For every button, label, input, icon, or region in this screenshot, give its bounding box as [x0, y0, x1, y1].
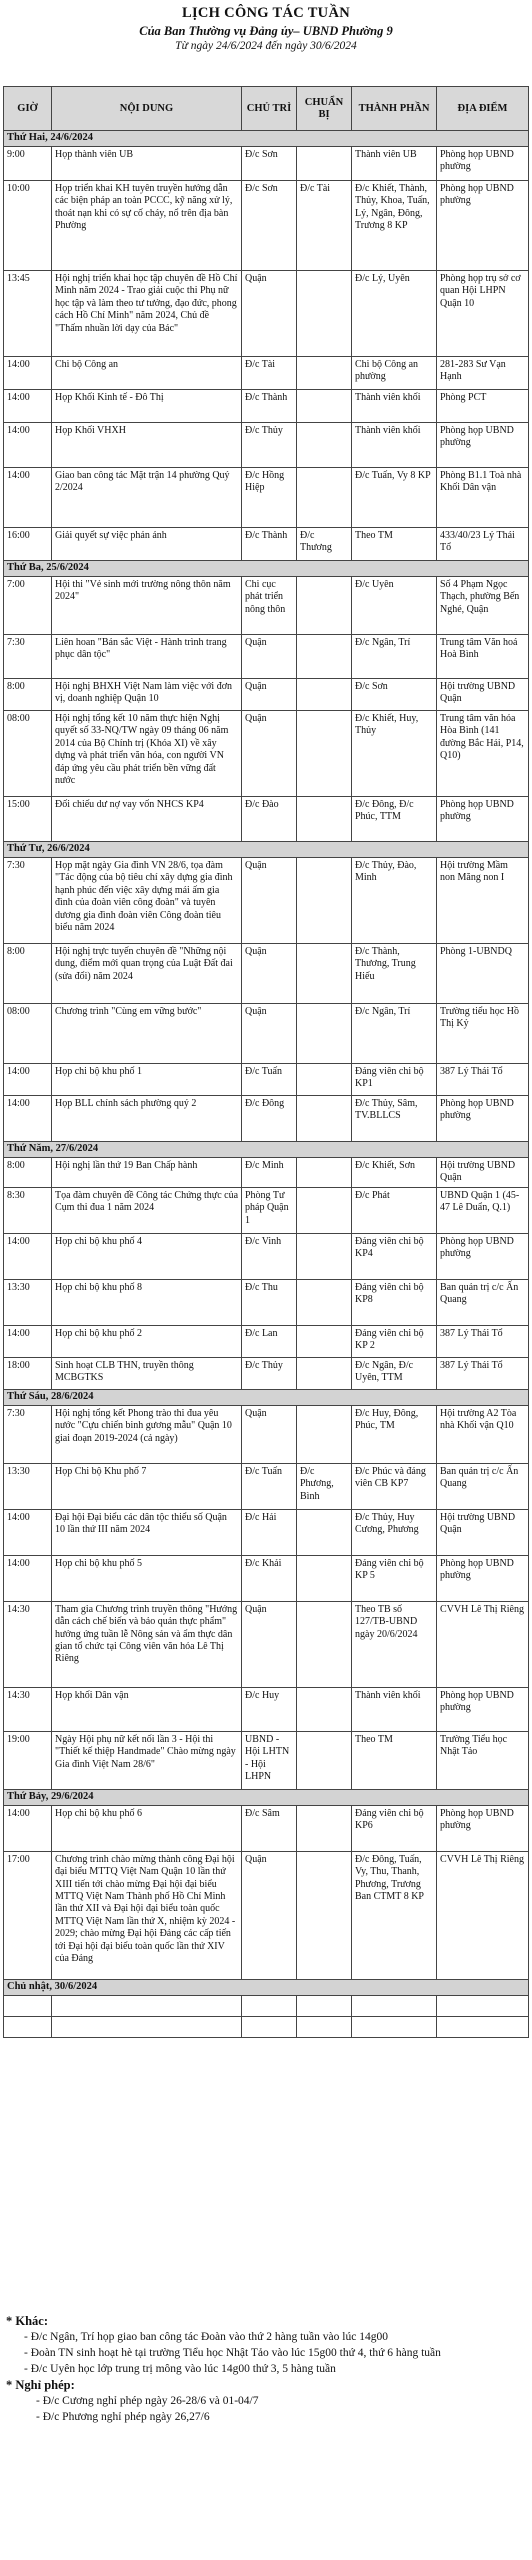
cell-time: 7:30 [4, 858, 52, 944]
cell-place: 387 Lý Thái Tổ [437, 1357, 529, 1389]
empty-cell [242, 2016, 297, 2037]
cell-members: Đảng viên chi bộ KP4 [352, 1233, 437, 1279]
cell-place: Phòng họp UBND phường [437, 1805, 529, 1851]
cell-time: 14:00 [4, 1096, 52, 1142]
cell-content: Đối chiếu dư nợ vay vốn NHCS KP4 [52, 797, 242, 842]
schedule-row [4, 858, 529, 944]
cell-place: Phòng họp trụ sở cơ quan Hội LHPN Quận 10 [437, 271, 529, 357]
cell-members: Thành viên khối [352, 423, 437, 468]
cell-prep [297, 271, 352, 357]
cell-chair: Quận [242, 1004, 297, 1064]
cell-place: Phòng họp UBND phường [437, 423, 529, 468]
cell-prep: Đ/c Tài [297, 181, 352, 271]
cell-prep [297, 357, 352, 390]
cell-content: Tọa đàm chuyên đề Công tác Chứng thực của Cụm thi đua 1 năm 2024 [52, 1187, 242, 1233]
cell-members: Đ/c Thủy, Đào, Minh [352, 858, 437, 944]
cell-chair: Đ/c Huy [242, 1687, 297, 1731]
cell-chair: Đ/c Hồng Hiệp [242, 468, 297, 528]
schedule-row [4, 1601, 529, 1687]
cell-content: Chương trình chào mừng thành công Đại hội đại biểu MTTQ Việt Nam Quận 10 lần thứ XIII tiến tới chào mừng Đại hội đại biểu MTTQ Việt Nam Thành phố Hồ Chí Minh lần thứ XII và Đại hội đại biểu toàn quốc MTTQ Việt Nam lần thứ X, nhiệm kỳ 2024 - 2029; chào mừng Đại hội Đảng các cấp tiến tới Đại hội đại biểu toàn quốc lần thứ XIV của Đảng [52, 1851, 242, 1979]
cell-chair: Đ/c Vinh [242, 1233, 297, 1279]
cell-place: Hội trường A2 Tòa nhà Khối vận Q10 [437, 1405, 529, 1463]
cell-content: Chương trình "Cùng em vững bước" [52, 1004, 242, 1064]
cell-place: Trung tâm văn hóa Hòa Bình (141 đường Bắc Hải, P14, Q10) [437, 711, 529, 797]
cell-chair: Phòng Tư pháp Quận 1 [242, 1187, 297, 1233]
notes-other-list [6, 2329, 524, 2377]
cell-place: Phòng họp UBND phường [437, 147, 529, 181]
cell-prep [297, 1325, 352, 1357]
cell-place: Phòng họp UBND phường [437, 1096, 529, 1142]
cell-place: CVVH Lê Thị Riêng [437, 1851, 529, 1979]
cell-members: Đảng viên chi bộ KP 5 [352, 1555, 437, 1601]
cell-content: Họp Khối VHXH [52, 423, 242, 468]
cell-place: UBND Quận 1 (45-47 Lê Duẩn, Q.1) [437, 1187, 529, 1233]
notes-leave-list [6, 2393, 524, 2425]
cell-members: Đ/c Tuấn, Vy 8 KP [352, 468, 437, 528]
cell-content: Hội thi "Vẻ sinh mới trường nông thôn năm 2024" [52, 577, 242, 635]
cell-time: 8:30 [4, 1187, 52, 1233]
cell-time: 8:00 [4, 944, 52, 1004]
day-row [4, 842, 529, 858]
day-label: Thứ Năm, 27/6/2024 [4, 1142, 529, 1158]
day-label: Thứ Sáu, 28/6/2024 [4, 1389, 529, 1405]
cell-place: Phòng họp UBND phường [437, 1687, 529, 1731]
schedule-row [4, 1064, 529, 1096]
cell-time: 14:00 [4, 1805, 52, 1851]
cell-prep [297, 1357, 352, 1389]
schedule-row [4, 797, 529, 842]
table-header-row [4, 87, 529, 131]
cell-members: Đ/c Ngân, Trí [352, 635, 437, 679]
cell-place: 433/40/23 Lý Thái Tổ [437, 528, 529, 561]
notes-other-title: * Khác: [6, 2314, 49, 2328]
empty-cell [352, 2016, 437, 2037]
cell-content: Họp chi bộ khu phố 5 [52, 1555, 242, 1601]
cell-content: Họp chi bộ khu phố 2 [52, 1325, 242, 1357]
schedule-row [4, 357, 529, 390]
cell-time: 9:00 [4, 147, 52, 181]
cell-time: 15:00 [4, 797, 52, 842]
cell-place: Trung tâm Văn hoá Hoà Bình [437, 635, 529, 679]
cell-members: Chi bộ Công an phường [352, 357, 437, 390]
cell-members: Theo TM [352, 1731, 437, 1789]
cell-prep [297, 423, 352, 468]
cell-content: Hội nghị triển khai học tập chuyên đề Hồ Chí Minh năm 2024 - Trao giải cuộc thi Phụ nữ học tập và làm theo tư tưởng, đạo đức, phong cách Hồ Chí Minh" năm 2024, Chủ đề "Thấm nhuần lời dạy của Bác" [52, 271, 242, 357]
cell-content: Họp chi bộ khu phố 6 [52, 1805, 242, 1851]
cell-chair: Quận [242, 1405, 297, 1463]
document-header [0, 0, 532, 86]
cell-content: Họp triển khai KH tuyên truyền hướng dẫn các biện pháp an toàn PCCC, kỹ năng xử lý, thoát nạn khi có sự cố cháy, nổ trên địa bàn Phường [52, 181, 242, 271]
cell-time: 14:30 [4, 1601, 52, 1687]
cell-content: Họp BLL chính sách phường quý 2 [52, 1096, 242, 1142]
cell-prep [297, 858, 352, 944]
cell-prep [297, 1096, 352, 1142]
cell-prep [297, 1601, 352, 1687]
cell-place: Ban quản trị c/c Ấn Quang [437, 1279, 529, 1325]
column-header-time: GIỜ [4, 87, 52, 131]
cell-content: Giao ban công tác Mặt trận 14 phường Quý 2/2024 [52, 468, 242, 528]
schedule-row [4, 1687, 529, 1731]
cell-prep [297, 1555, 352, 1601]
notes-leave-title: * Nghỉ phép: [6, 2378, 75, 2392]
cell-members: Đ/c Đông, Đ/c Phúc, TTM [352, 797, 437, 842]
cell-place: Phòng họp UBND phường [437, 181, 529, 271]
day-row [4, 1389, 529, 1405]
cell-time: 16:00 [4, 528, 52, 561]
cell-members: Thành viên khối [352, 390, 437, 423]
schedule-row [4, 1158, 529, 1188]
cell-chair: Quận [242, 711, 297, 797]
cell-members: Theo TB số 127/TB-UBND ngày 20/6/2024 [352, 1601, 437, 1687]
cell-members: Đảng viên chi bộ KP 2 [352, 1325, 437, 1357]
cell-prep [297, 711, 352, 797]
cell-chair: Quận [242, 1851, 297, 1979]
cell-prep [297, 468, 352, 528]
cell-chair: Quận [242, 679, 297, 711]
column-header-place: ĐỊA ĐIỂM [437, 87, 529, 131]
cell-content: Hội nghị lần thứ 19 Ban Chấp hành [52, 1158, 242, 1188]
cell-content: Họp mặt ngày Gia đình VN 28/6, tọa đàm "Tác động của bộ tiêu chí xây dựng gia đình hạnh phúc đến việc xây dựng mái ấm gia đình của đoàn viên công đoàn" và tuyên dương gia đình đoàn viên Công đoàn tiêu biểu năm 2024 [52, 858, 242, 944]
cell-members: Đ/c Phát [352, 1187, 437, 1233]
cell-time: 18:00 [4, 1357, 52, 1389]
cell-time: 14:00 [4, 468, 52, 528]
cell-content: Hội nghị tổng kết 10 năm thực hiện Nghị quyết số 33-NQ/TW ngày 09 tháng 06 năm 2014 của Bộ Chính trị (Khóa XI) về xây dựng và phát triển văn hóa, con người VN đáp ứng yêu cầu phát triển bền vững đất nước [52, 711, 242, 797]
cell-chair: Đ/c Thủy [242, 423, 297, 468]
cell-content: Họp chi bộ khu phố 4 [52, 1233, 242, 1279]
schedule-row [4, 181, 529, 271]
cell-content: Hội nghị BHXH Việt Nam làm việc với đơn vị, doanh nghiệp Quận 10 [52, 679, 242, 711]
schedule-row [4, 944, 529, 1004]
cell-prep [297, 797, 352, 842]
cell-place: Trường tiểu học Hồ Thị Kỷ [437, 1004, 529, 1064]
cell-prep [297, 1233, 352, 1279]
cell-content: Giải quyết sự việc phản ánh [52, 528, 242, 561]
empty-cell [297, 1995, 352, 2016]
schedule-row [4, 1463, 529, 1509]
document-subtitle: Của Ban Thường vụ Đảng ủy– UBND Phường 9 [139, 24, 393, 38]
cell-content: Hội nghị trực tuyến chuyên đề "Những nội dung, điểm mới quan trọng của Luật Đất đai (sửa đổi) năm 2024 [52, 944, 242, 1004]
cell-place: Phòng PCT [437, 390, 529, 423]
cell-time: 7:00 [4, 577, 52, 635]
schedule-row [4, 1731, 529, 1789]
cell-prep [297, 1004, 352, 1064]
cell-chair: Đ/c Sơn [242, 181, 297, 271]
empty-row [4, 2016, 529, 2037]
cell-chair: Đ/c Lan [242, 1325, 297, 1357]
cell-prep [297, 1064, 352, 1096]
schedule-table [3, 86, 529, 2038]
cell-time: 7:30 [4, 1405, 52, 1463]
cell-time: 8:00 [4, 679, 52, 711]
cell-prep [297, 147, 352, 181]
cell-prep [297, 1687, 352, 1731]
cell-place: Hội trường Mầm non Măng non I [437, 858, 529, 944]
cell-time: 13:45 [4, 271, 52, 357]
cell-content: Họp chi bộ khu phố 1 [52, 1064, 242, 1096]
cell-time: 14:00 [4, 1233, 52, 1279]
empty-cell [4, 2016, 52, 2037]
cell-time: 08:00 [4, 1004, 52, 1064]
schedule-row [4, 635, 529, 679]
cell-time: 19:00 [4, 1731, 52, 1789]
cell-time: 14:00 [4, 1555, 52, 1601]
cell-prep [297, 1405, 352, 1463]
cell-members: Đ/c Lý, Uyên [352, 271, 437, 357]
cell-place: Số 4 Phạm Ngọc Thạch, phường Bến Nghé, Quận [437, 577, 529, 635]
cell-prep [297, 1187, 352, 1233]
cell-chair: Đ/c Thành [242, 528, 297, 561]
cell-members: Đảng viên chi bộ KP1 [352, 1064, 437, 1096]
note-item: - Đ/c Uyên học lớp trung trị mông vào lúc 14g00 thứ 3, 5 hàng tuần [24, 2363, 336, 2375]
schedule-row [4, 271, 529, 357]
cell-members: Đ/c Thành, Thương, Trung Hiếu [352, 944, 437, 1004]
cell-members: Đ/c Khiết, Thành, Thủy, Khoa, Tuấn, Lý, Ngân, Đông, Trương 8 KP [352, 181, 437, 271]
cell-members: Đ/c Sơn [352, 679, 437, 711]
day-row [4, 1979, 529, 1995]
cell-members: Đ/c Ngân, Trí [352, 1004, 437, 1064]
day-row [4, 561, 529, 577]
cell-place: Hội trường UBND Quận [437, 1509, 529, 1555]
cell-content: Họp khối Dân vận [52, 1687, 242, 1731]
schedule-row [4, 468, 529, 528]
cell-time: 14:00 [4, 1509, 52, 1555]
empty-cell [437, 2016, 529, 2037]
cell-place: Phòng họp UBND phường [437, 1233, 529, 1279]
cell-chair: Đ/c Thủy [242, 1357, 297, 1389]
cell-members: Đ/c Phúc và đảng viên CB KP7 [352, 1463, 437, 1509]
empty-cell [437, 1995, 529, 2016]
day-label: Chủ nhật, 30/6/2024 [4, 1979, 529, 1995]
cell-time: 14:00 [4, 357, 52, 390]
cell-prep [297, 390, 352, 423]
schedule-row [4, 1004, 529, 1064]
empty-cell [242, 1995, 297, 2016]
empty-row [4, 1995, 529, 2016]
cell-chair: Đ/c Minh [242, 1158, 297, 1188]
cell-time: 8:00 [4, 1158, 52, 1188]
cell-chair: Quận [242, 944, 297, 1004]
cell-chair: Đ/c Tài [242, 357, 297, 390]
cell-prep [297, 1731, 352, 1789]
note-item: - Đ/c Ngân, Trí họp giao ban công tác Đoàn vào thứ 2 hàng tuần vào lúc 14g00 [24, 2331, 388, 2343]
cell-time: 7:30 [4, 635, 52, 679]
cell-chair: Quận [242, 858, 297, 944]
cell-chair: Đ/c Sâm [242, 1805, 297, 1851]
cell-place: Hội trường UBND Quận [437, 679, 529, 711]
cell-time: 14:00 [4, 1325, 52, 1357]
cell-chair: UBND - Hội LHTN - Hội LHPN [242, 1731, 297, 1789]
cell-time: 14:30 [4, 1687, 52, 1731]
schedule-row [4, 1187, 529, 1233]
cell-place: 387 Lý Thái Tổ [437, 1325, 529, 1357]
schedule-row [4, 423, 529, 468]
schedule-row [4, 390, 529, 423]
cell-chair: Đ/c Sơn [242, 147, 297, 181]
day-row [4, 1789, 529, 1805]
cell-prep [297, 1158, 352, 1188]
cell-place: Phòng 1-UBNDQ [437, 944, 529, 1004]
column-header-content: NỘI DUNG [52, 87, 242, 131]
cell-chair: Chi cục phát triển nông thôn [242, 577, 297, 635]
cell-prep [297, 679, 352, 711]
empty-cell [297, 2016, 352, 2037]
cell-time: 13:30 [4, 1279, 52, 1325]
cell-chair: Đ/c Tuấn [242, 1064, 297, 1096]
cell-place: Phòng họp UBND phường [437, 1555, 529, 1601]
cell-chair: Đ/c Đào [242, 797, 297, 842]
cell-prep: Đ/c Thương [297, 528, 352, 561]
cell-time: 17:00 [4, 1851, 52, 1979]
cell-prep [297, 1279, 352, 1325]
schedule-row [4, 528, 529, 561]
cell-prep [297, 635, 352, 679]
cell-place: Hội trường UBND Quận [437, 1158, 529, 1188]
cell-members: Đ/c Huy, Đông, Phúc, TM [352, 1405, 437, 1463]
schedule-row [4, 711, 529, 797]
cell-time: 14:00 [4, 390, 52, 423]
document-title: LỊCH CÔNG TÁC TUẦN [181, 5, 350, 21]
cell-content: Sinh hoạt CLB THN, truyền thông MCBGTKS [52, 1357, 242, 1389]
schedule-row [4, 1233, 529, 1279]
column-header-prep: CHUẨN BỊ [297, 87, 352, 131]
cell-place: 387 Lý Thái Tổ [437, 1064, 529, 1096]
schedule-row [4, 1096, 529, 1142]
schedule-row [4, 1325, 529, 1357]
cell-prep [297, 1509, 352, 1555]
schedule-row [4, 147, 529, 181]
schedule-row [4, 577, 529, 635]
day-label: Thứ Tư, 26/6/2024 [4, 842, 529, 858]
cell-content: Đại hội Đại biểu các dân tộc thiểu số Quận 10 lần thứ III năm 2024 [52, 1509, 242, 1555]
cell-chair: Đ/c Tuấn [242, 1463, 297, 1509]
date-range: Từ ngày 24/6/2024 đến ngày 30/6/2024 [175, 40, 357, 52]
cell-time: 14:00 [4, 423, 52, 468]
cell-time: 13:30 [4, 1463, 52, 1509]
cell-members: Đảng viên chi bộ KP6 [352, 1805, 437, 1851]
empty-cell [52, 1995, 242, 2016]
cell-chair: Đ/c Thu [242, 1279, 297, 1325]
day-row [4, 131, 529, 147]
cell-chair: Quận [242, 635, 297, 679]
cell-prep [297, 1805, 352, 1851]
cell-members: Đảng viên chi bộ KP8 [352, 1279, 437, 1325]
note-item: - Đoàn TN sinh hoạt hè tại trường Tiểu học Nhật Tảo vào lúc 15g00 thứ 4, thứ 6 hàng tuần [24, 2347, 441, 2359]
cell-chair: Đ/c Thành [242, 390, 297, 423]
cell-members: Đ/c Ngân, Đ/c Uyên, TTM [352, 1357, 437, 1389]
cell-members: Thành viên khối [352, 1687, 437, 1731]
cell-content: Họp Chi bộ Khu phố 7 [52, 1463, 242, 1509]
cell-prep [297, 1851, 352, 1979]
cell-prep: Đ/c Phương, Bình [297, 1463, 352, 1509]
column-header-members: THÀNH PHẦN [352, 87, 437, 131]
cell-content: Họp thành viên UB [52, 147, 242, 181]
schedule-row [4, 1851, 529, 1979]
cell-place: Ban quản trị c/c Ấn Quang [437, 1463, 529, 1509]
schedule-row [4, 1357, 529, 1389]
cell-time: 14:00 [4, 1064, 52, 1096]
day-label: Thứ Ba, 25/6/2024 [4, 561, 529, 577]
schedule-row [4, 1805, 529, 1851]
cell-members: Đ/c Thủy, Huy Cương, Phương [352, 1509, 437, 1555]
cell-content: Tham gia Chương trình truyền thông "Hướng dẫn cách chế biến và bảo quản thực phẩm" hưởng ứng tuần lễ Nông sản và ẩm thực dân gian tổ chức tại Công viên văn hóa Lê Thị Riêng [52, 1601, 242, 1687]
cell-chair: Quận [242, 1601, 297, 1687]
cell-chair: Đ/c Khải [242, 1555, 297, 1601]
day-label: Thứ Bảy, 29/6/2024 [4, 1789, 529, 1805]
cell-members: Đ/c Khiết, Huy, Thủy [352, 711, 437, 797]
empty-cell [4, 1995, 52, 2016]
cell-members: Thành viên UB [352, 147, 437, 181]
cell-place: Phòng họp UBND phường [437, 797, 529, 842]
cell-members: Đ/c Đông, Tuấn, Vy, Thu, Thanh, Phương, Trương Ban CTMT 8 KP [352, 1851, 437, 1979]
schedule-row [4, 1509, 529, 1555]
cell-content: Liên hoan "Bản sắc Việt - Hành trình trang phục dân tộc" [52, 635, 242, 679]
cell-content: Chi bộ Công an [52, 357, 242, 390]
cell-members: Đ/c Uyên [352, 577, 437, 635]
column-header-chair: CHỦ TRÌ [242, 87, 297, 131]
cell-content: Họp chi bộ khu phố 8 [52, 1279, 242, 1325]
cell-content: Họp Khối Kinh tế - Đô Thị [52, 390, 242, 423]
cell-time: 10:00 [4, 181, 52, 271]
empty-cell [352, 1995, 437, 2016]
cell-place: CVVH Lê Thị Riêng [437, 1601, 529, 1687]
schedule-row [4, 1555, 529, 1601]
cell-chair: Quận [242, 271, 297, 357]
cell-members: Đ/c Khiết, Sơn [352, 1158, 437, 1188]
note-item: - Đ/c Phương nghỉ phép ngày 26,27/6 [36, 2411, 210, 2423]
cell-place: 281-283 Sư Vạn Hạnh [437, 357, 529, 390]
cell-content: Ngày Hội phụ nữ kết nối lần 3 - Hội thi "Thiết kế thiệp Handmade" Chào mừng ngày Gia đình Việt Nam 28/6" [52, 1731, 242, 1789]
schedule-row [4, 1405, 529, 1463]
cell-chair: Đ/c Hải [242, 1509, 297, 1555]
notes-section [6, 2313, 524, 2425]
cell-members: Đ/c Thủy, Sâm, TV.BLLCS [352, 1096, 437, 1142]
schedule-row [4, 679, 529, 711]
schedule-row [4, 1279, 529, 1325]
cell-place: Phòng B1.1 Toà nhà Khối Dân vận [437, 468, 529, 528]
cell-content: Hội nghị tổng kết Phong trào thi đua yêu nước "Cựu chiến binh gương mẫu" Quận 10 giai đoạn 2019-2024 (cả ngày) [52, 1405, 242, 1463]
note-item: - Đ/c Cương nghỉ phép ngày 26-28/6 và 01-04/7 [36, 2395, 259, 2407]
cell-prep [297, 944, 352, 1004]
cell-chair: Đ/c Đông [242, 1096, 297, 1142]
cell-time: 08:00 [4, 711, 52, 797]
cell-prep [297, 577, 352, 635]
cell-members: Theo TM [352, 528, 437, 561]
day-row [4, 1142, 529, 1158]
empty-cell [52, 2016, 242, 2037]
day-label: Thứ Hai, 24/6/2024 [4, 131, 529, 147]
schedule-body [4, 131, 529, 2038]
cell-place: Trường Tiểu học Nhật Tảo [437, 1731, 529, 1789]
